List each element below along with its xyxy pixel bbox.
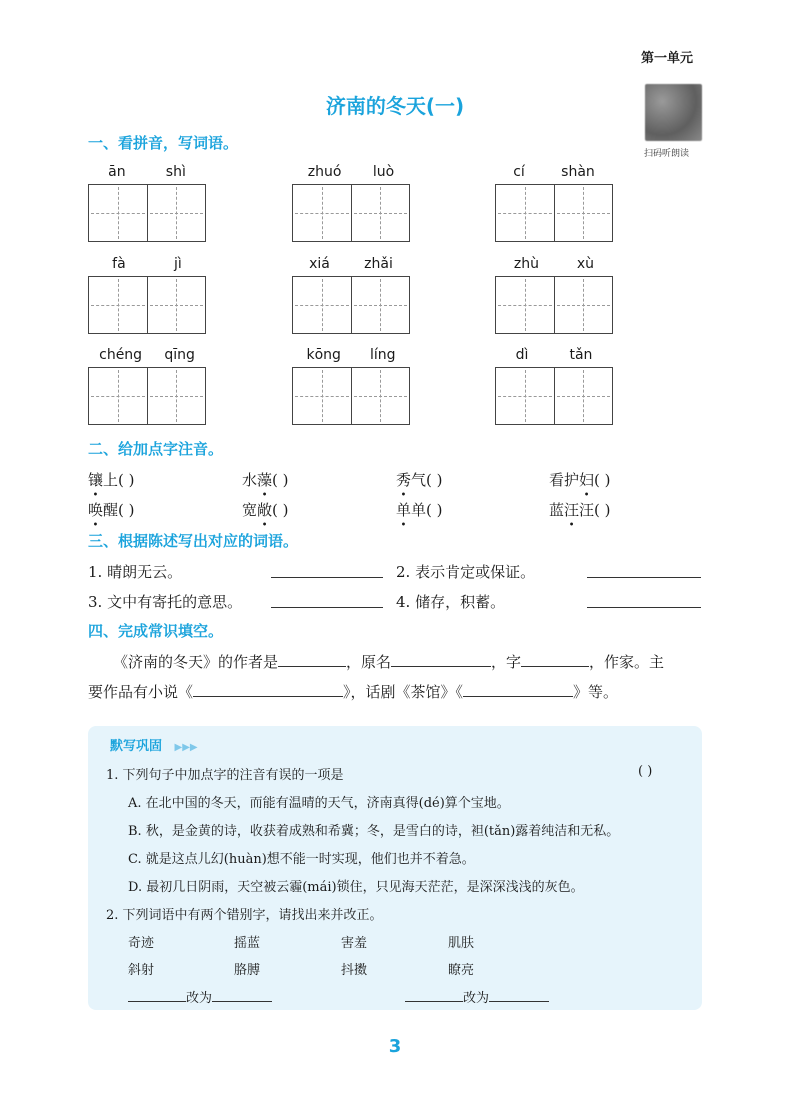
dotted-char: 镶 bbox=[88, 471, 104, 489]
s4-blank-novel[interactable] bbox=[193, 682, 343, 697]
word-writing-pair bbox=[88, 164, 206, 242]
dotted-char: 汪 bbox=[564, 501, 580, 519]
s3-blank-2[interactable] bbox=[587, 563, 701, 578]
page-title: 济南的冬天(一) bbox=[325, 94, 465, 118]
s3-item-4: 4. 储存，积蓄。 bbox=[396, 593, 506, 611]
word-writing-pair bbox=[292, 256, 410, 334]
word-writing-pair bbox=[292, 347, 410, 425]
word-option[interactable]: 摇蓝 bbox=[234, 936, 261, 951]
answer-paren[interactable]: ( ) bbox=[426, 471, 443, 489]
answer-paren[interactable]: ( ) bbox=[594, 471, 611, 489]
writing-box[interactable] bbox=[147, 277, 206, 333]
writing-box[interactable] bbox=[351, 368, 410, 424]
word-part: 汪 bbox=[579, 501, 595, 519]
correction-1-right[interactable] bbox=[212, 987, 272, 1002]
dotted-char: 秀 bbox=[396, 471, 412, 489]
pinyin-label bbox=[88, 347, 206, 367]
s3-blank-3[interactable] bbox=[271, 593, 383, 608]
change-to-label-1: 改为 bbox=[186, 991, 213, 1006]
answer-paren[interactable]: ( ) bbox=[272, 471, 289, 489]
phonetic-item bbox=[396, 469, 443, 490]
dotted-char: 敞 bbox=[257, 501, 273, 519]
correction-1 bbox=[128, 987, 272, 1006]
page-number: 3 bbox=[388, 1036, 402, 1057]
word-option[interactable]: 胳膊 bbox=[234, 963, 261, 978]
s4-line-2 bbox=[88, 681, 618, 702]
pinyin-label bbox=[495, 347, 613, 367]
pinyin-syllable: fà bbox=[112, 256, 126, 272]
dotted-char: 单 bbox=[396, 501, 412, 519]
writing-box[interactable] bbox=[351, 185, 410, 241]
phonetic-item bbox=[549, 499, 611, 520]
writing-box[interactable] bbox=[496, 185, 554, 241]
section4-heading: 四、完成常识填空。 bbox=[88, 622, 224, 640]
writing-boxes bbox=[495, 276, 613, 334]
writing-box[interactable] bbox=[554, 185, 613, 241]
option-b[interactable]: B. 秋，是金黄的诗，收获着成熟和希冀；冬，是雪白的诗，袒(tǎn)露着纯洁和无私。 bbox=[128, 824, 620, 839]
writing-boxes bbox=[495, 367, 613, 425]
writing-boxes bbox=[88, 184, 206, 242]
writing-box[interactable] bbox=[496, 277, 554, 333]
writing-box[interactable] bbox=[496, 368, 554, 424]
writing-boxes bbox=[292, 367, 410, 425]
word-part: 水 bbox=[242, 471, 258, 489]
dotted-char: 妇 bbox=[579, 471, 595, 489]
word-option[interactable]: 斜射 bbox=[128, 963, 155, 978]
panel-heading bbox=[110, 735, 198, 754]
change-to-label-2: 改为 bbox=[463, 991, 490, 1006]
s3-blank-4[interactable] bbox=[587, 593, 701, 608]
pinyin-syllable: cí bbox=[513, 164, 525, 180]
writing-boxes bbox=[292, 184, 410, 242]
pinyin-syllable: zhù bbox=[513, 256, 540, 272]
answer-paren[interactable]: ( ) bbox=[426, 501, 443, 519]
writing-box[interactable] bbox=[351, 277, 410, 333]
pinyin-label bbox=[292, 347, 410, 367]
word-writing-pair bbox=[292, 164, 410, 242]
writing-boxes bbox=[495, 184, 613, 242]
pinyin-syllable: zhǎi bbox=[364, 256, 393, 272]
pinyin-syllable: xiá bbox=[309, 256, 330, 272]
word-part: 宽 bbox=[242, 501, 258, 519]
pinyin-label bbox=[292, 256, 410, 276]
writing-box[interactable] bbox=[554, 277, 613, 333]
panel-title: 默写巩固 bbox=[110, 739, 163, 754]
phonetic-item bbox=[242, 499, 289, 520]
unit-label: 第一单元 bbox=[641, 51, 694, 66]
writing-box[interactable] bbox=[293, 277, 351, 333]
writing-boxes bbox=[292, 276, 410, 334]
pinyin-label bbox=[88, 256, 206, 276]
word-option[interactable]: 肌肤 bbox=[448, 936, 475, 951]
word-option[interactable]: 奇迹 bbox=[128, 936, 155, 951]
panel-q1-paren[interactable]: ( ) bbox=[638, 764, 653, 779]
s4-text-7: 》等。 bbox=[573, 683, 619, 701]
option-d[interactable]: D. 最初几日阴雨，天空被云霾(mái)锁住，只见海天茫茫，是深深浅浅的灰色。 bbox=[128, 880, 584, 895]
writing-boxes bbox=[88, 276, 206, 334]
pinyin-syllable: tǎn bbox=[569, 347, 593, 363]
panel-q2: 2. 下列词语中有两个错别字，请找出来并改正。 bbox=[106, 908, 383, 923]
phonetic-item bbox=[396, 499, 443, 520]
writing-box[interactable] bbox=[89, 368, 147, 424]
answer-paren[interactable]: ( ) bbox=[118, 471, 135, 489]
word-part: 蓝 bbox=[549, 501, 565, 519]
answer-paren[interactable]: ( ) bbox=[272, 501, 289, 519]
word-part: 气 bbox=[411, 471, 427, 489]
section1-heading: 一、看拼音，写词语。 bbox=[88, 134, 239, 152]
phonetic-item bbox=[88, 469, 135, 490]
word-part: 醒 bbox=[103, 501, 119, 519]
word-writing-pair bbox=[495, 256, 613, 334]
pinyin-syllable: jì bbox=[174, 256, 182, 272]
pinyin-label bbox=[292, 164, 410, 184]
correction-2-right[interactable] bbox=[489, 987, 549, 1002]
dotted-char: 唤 bbox=[88, 501, 104, 519]
pinyin-syllable: dì bbox=[515, 347, 529, 363]
pinyin-label bbox=[495, 164, 613, 184]
word-part: 看护 bbox=[549, 471, 580, 489]
phonetic-item bbox=[242, 469, 289, 490]
pinyin-syllable: xù bbox=[576, 256, 595, 272]
pinyin-syllable: shàn bbox=[561, 164, 595, 180]
correction-2 bbox=[405, 987, 549, 1006]
pinyin-label bbox=[88, 164, 206, 184]
s4-text-2: ，原名 bbox=[346, 653, 392, 671]
phonetic-item bbox=[88, 499, 135, 520]
pinyin-syllable: kōng bbox=[306, 347, 341, 363]
correction-1-wrong[interactable] bbox=[128, 987, 186, 1002]
writing-box[interactable] bbox=[554, 368, 613, 424]
s4-text-5: 要作品有小说《 bbox=[88, 683, 194, 701]
writing-box[interactable] bbox=[147, 368, 206, 424]
arrows-icon: ▶▶▶ bbox=[174, 742, 198, 753]
s3-blank-1[interactable] bbox=[271, 563, 383, 578]
answer-paren[interactable]: ( ) bbox=[118, 501, 135, 519]
word-writing-pair bbox=[88, 347, 206, 425]
s4-blank-original-name[interactable] bbox=[391, 652, 491, 667]
word-writing-pair bbox=[495, 164, 613, 242]
section3-heading: 三、根据陈述写出对应的词语。 bbox=[88, 532, 299, 550]
s4-blank-author[interactable] bbox=[278, 652, 346, 667]
section2-heading: 二、给加点字注音。 bbox=[88, 440, 224, 458]
qr-label: 扫码听朗读 bbox=[644, 149, 690, 159]
correction-2-wrong[interactable] bbox=[405, 987, 463, 1002]
word-writing-pair bbox=[495, 347, 613, 425]
s4-blank-drama[interactable] bbox=[463, 682, 573, 697]
word-option[interactable]: 害羞 bbox=[341, 936, 368, 951]
s3-item-3: 3. 文中有寄托的意思。 bbox=[88, 593, 243, 611]
s3-item-2: 2. 表示肯定或保证。 bbox=[396, 563, 536, 581]
s4-text-1: 《济南的冬天》的作者是 bbox=[113, 653, 279, 671]
writing-box[interactable] bbox=[293, 185, 351, 241]
s4-text-6: 》，话剧《茶馆》《 bbox=[343, 683, 464, 701]
writing-box[interactable] bbox=[147, 185, 206, 241]
pinyin-label bbox=[495, 256, 613, 276]
pinyin-syllable: shì bbox=[165, 164, 186, 180]
s4-blank-courtesy-name[interactable] bbox=[521, 652, 589, 667]
s4-text-4: ，作家。主 bbox=[589, 653, 665, 671]
s4-line-1 bbox=[113, 651, 664, 672]
writing-box[interactable] bbox=[89, 185, 147, 241]
writing-boxes bbox=[88, 367, 206, 425]
word-option[interactable]: 瞭亮 bbox=[448, 963, 475, 978]
pinyin-syllable: líng bbox=[369, 347, 396, 363]
dotted-char: 藻 bbox=[257, 471, 273, 489]
option-a[interactable]: A. 在北中国的冬天，而能有温晴的天气，济南真得(dé)算个宝地。 bbox=[128, 796, 510, 811]
pinyin-syllable: chéng bbox=[99, 347, 143, 363]
writing-box[interactable] bbox=[89, 277, 147, 333]
phonetic-item bbox=[549, 469, 611, 490]
word-part: 上 bbox=[103, 471, 119, 489]
pinyin-syllable: qīng bbox=[164, 347, 195, 363]
s4-text-3: ，字 bbox=[491, 653, 522, 671]
writing-box[interactable] bbox=[293, 368, 351, 424]
answer-paren[interactable]: ( ) bbox=[594, 501, 611, 519]
word-part: 单 bbox=[411, 501, 427, 519]
word-option[interactable]: 抖擞 bbox=[341, 963, 368, 978]
pinyin-syllable: zhuó bbox=[307, 164, 342, 180]
pinyin-syllable: luò bbox=[372, 164, 395, 180]
option-c[interactable]: C. 就是这点儿幻(huàn)想不能一时实现，他们也并不着急。 bbox=[128, 852, 475, 867]
pinyin-syllable: ān bbox=[108, 164, 126, 180]
panel-q1: 1. 下列句子中加点字的注音有误的一项是 bbox=[106, 768, 344, 783]
qr-code[interactable] bbox=[645, 84, 702, 141]
word-writing-pair bbox=[88, 256, 206, 334]
s3-item-1: 1. 晴朗无云。 bbox=[88, 563, 183, 581]
